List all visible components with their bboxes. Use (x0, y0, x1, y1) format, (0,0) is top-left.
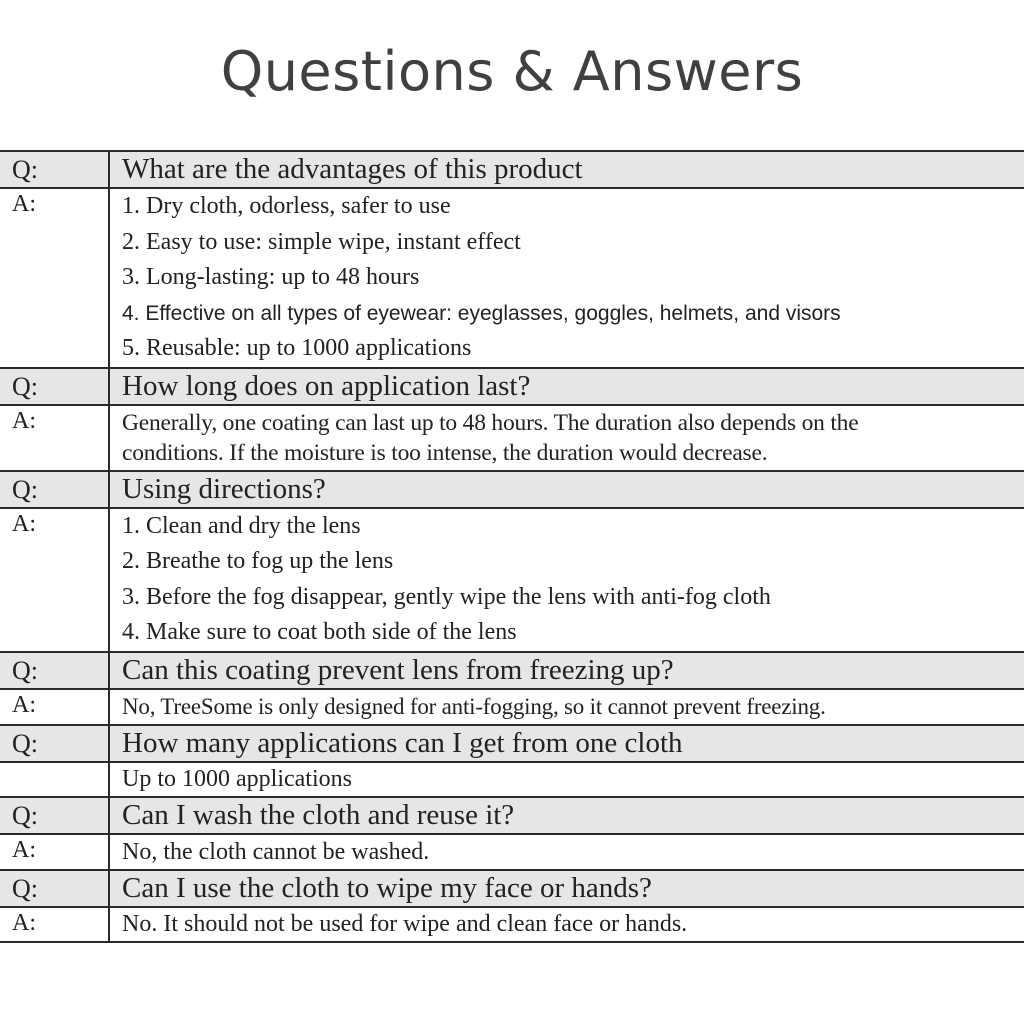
answer-label: A: (0, 834, 109, 870)
answer-row (0, 907, 1024, 942)
answer-item: 4. Make sure to coat both side of the lens (122, 619, 517, 645)
question-row (0, 652, 1024, 689)
question-label: Q: (0, 870, 109, 907)
answer-text: No, TreeSome is only designed for anti-fogging, so it cannot prevent freezing. (109, 689, 1024, 725)
answer-text: Up to 1000 applications (109, 762, 1024, 797)
question-label: Q: (0, 725, 109, 762)
page-title: Questions & Answers (220, 40, 804, 103)
answer-row (0, 834, 1024, 870)
question-text: Using directions? (109, 471, 1024, 508)
answer-list (109, 188, 1024, 368)
answer-item: 4. Effective on all types of eyewear: eyeglasses, goggles, helmets, and visors (122, 301, 841, 325)
question-text: Can I wash the cloth and reuse it? (109, 797, 1024, 834)
answer-text: No, the cloth cannot be washed. (109, 834, 1024, 870)
question-row (0, 797, 1024, 834)
answer-list (109, 508, 1024, 652)
answer-line: Generally, one coating can last up to 48 hours. The duration also depends on the (122, 409, 859, 436)
question-text: Can I use the cloth to wipe my face or hands? (109, 870, 1024, 907)
answer-item: 2. Easy to use: simple wipe, instant effect (122, 228, 521, 255)
question-text: How long does on application last? (109, 368, 1024, 405)
answer-label: A: (0, 689, 109, 725)
question-label: Q: (0, 652, 109, 689)
answer-row (0, 508, 1024, 652)
answer-paragraph (109, 405, 1024, 471)
answer-item: 3. Before the fog disappear, gently wipe the lens with anti-fog cloth (122, 583, 771, 610)
answer-row (0, 689, 1024, 725)
question-row (0, 725, 1024, 762)
question-label: Q: (0, 797, 109, 834)
answer-text: No. It should not be used for wipe and clean face or hands. (109, 907, 1024, 942)
answer-item: 1. Clean and dry the lens (122, 512, 361, 539)
question-row (0, 471, 1024, 508)
question-row (0, 870, 1024, 907)
answer-label: A: (0, 188, 109, 368)
answer-label: A: (0, 405, 109, 471)
answer-row (0, 188, 1024, 368)
answer-item: 1. Dry cloth, odorless, safer to use (122, 193, 451, 219)
question-row (0, 151, 1024, 188)
question-text: What are the advantages of this product (109, 151, 1024, 188)
question-label: Q: (0, 151, 109, 188)
answer-item: 2. Breathe to fog up the lens (122, 548, 394, 574)
answer-item: 3. Long-lasting: up to 48 hours (122, 264, 420, 290)
question-text: Can this coating prevent lens from freezing up? (109, 652, 1024, 689)
question-row (0, 368, 1024, 405)
question-label: Q: (0, 368, 109, 405)
answer-label: A: (0, 907, 109, 942)
answer-item: 5. Reusable: up to 1000 applications (122, 335, 472, 361)
answer-row (0, 762, 1024, 797)
qa-table (0, 150, 1024, 943)
answer-row (0, 405, 1024, 471)
answer-label-empty (0, 762, 109, 797)
answer-label: A: (0, 508, 109, 652)
question-text: How many applications can I get from one cloth (109, 725, 1024, 762)
question-label: Q: (0, 471, 109, 508)
answer-line: conditions. If the moisture is too intense, the duration would decrease. (122, 439, 768, 466)
